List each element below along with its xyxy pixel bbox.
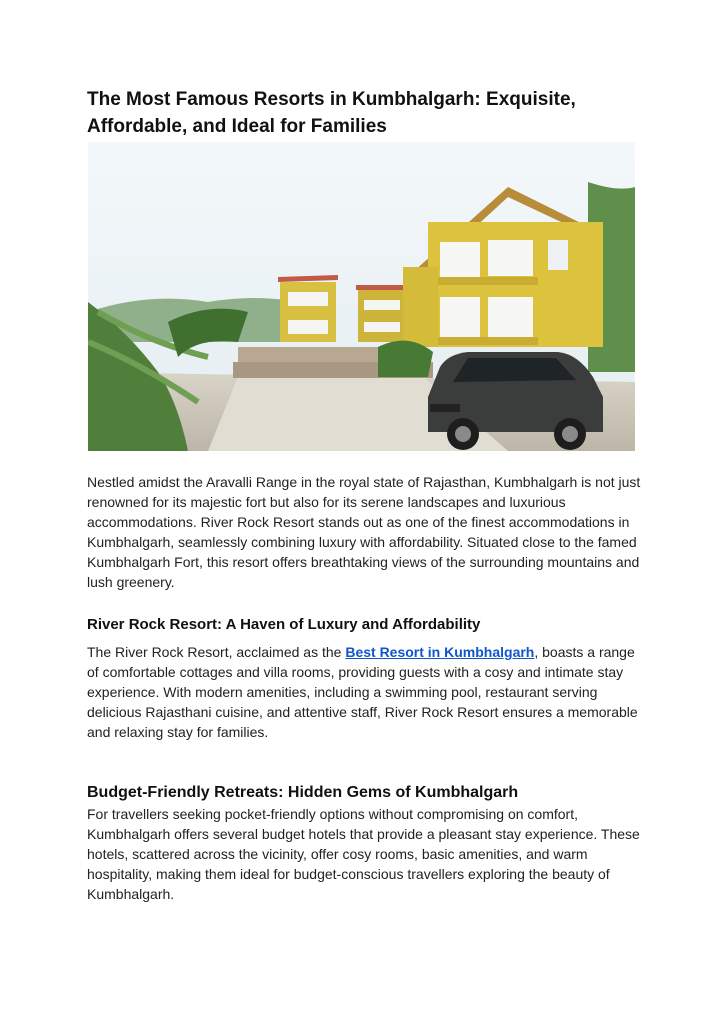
resort-photo: [88, 142, 635, 451]
section-heading-river-rock: River Rock Resort: A Haven of Luxury and Affordability: [87, 616, 481, 633]
section-heading-budget: Budget-Friendly Retreats: Hidden Gems of Kumbhalgarh: [87, 784, 519, 801]
best-resort-link[interactable]: Best Resort in Kumbhalgarh: [345, 644, 535, 660]
page-title: The Most Famous Resorts in Kumbhalgarh: Exquisite, Affordable, and Ideal for Families: [87, 89, 576, 137]
paragraph-text: , boasts a range of comfortable cottages and villa rooms, providing guests with a cosy and intimate stay experience. With modern amenities, including a swimming pool, restaurant serving delicious Rajasthani cuisine, and attentive staff, River Rock Resort ensures a memorable and relaxing stay for families.: [87, 644, 638, 740]
river-rock-paragraph: [87, 642, 643, 742]
budget-paragraph: For travellers seeking pocket-friendly options without compromising on comfort, Kumbhalgarh offers several budget hotels that provide a pleasant stay experience. These hotels, scattered across the vicinity, offer cosy rooms, basic amenities, and warm hospitality, making them ideal for budget-conscious travellers exploring the beauty of Kumbhalgarh.: [87, 806, 640, 902]
intro-paragraph: Nestled amidst the Aravalli Range in the royal state of Rajasthan, Kumbhalgarh is not just renowned for its majestic fort but also for its serene landscapes and luxurious accommodations. River Rock Resort stands out as one of the finest accommodations in Kumbhalgarh, seamlessly combining luxury with affordability. Situated close to the famed Kumbhalgarh Fort, this resort offers breathtaking views of the surrounding mountains and lush greenery.: [87, 474, 641, 590]
paragraph-text: The River Rock Resort, acclaimed as the: [87, 644, 346, 660]
